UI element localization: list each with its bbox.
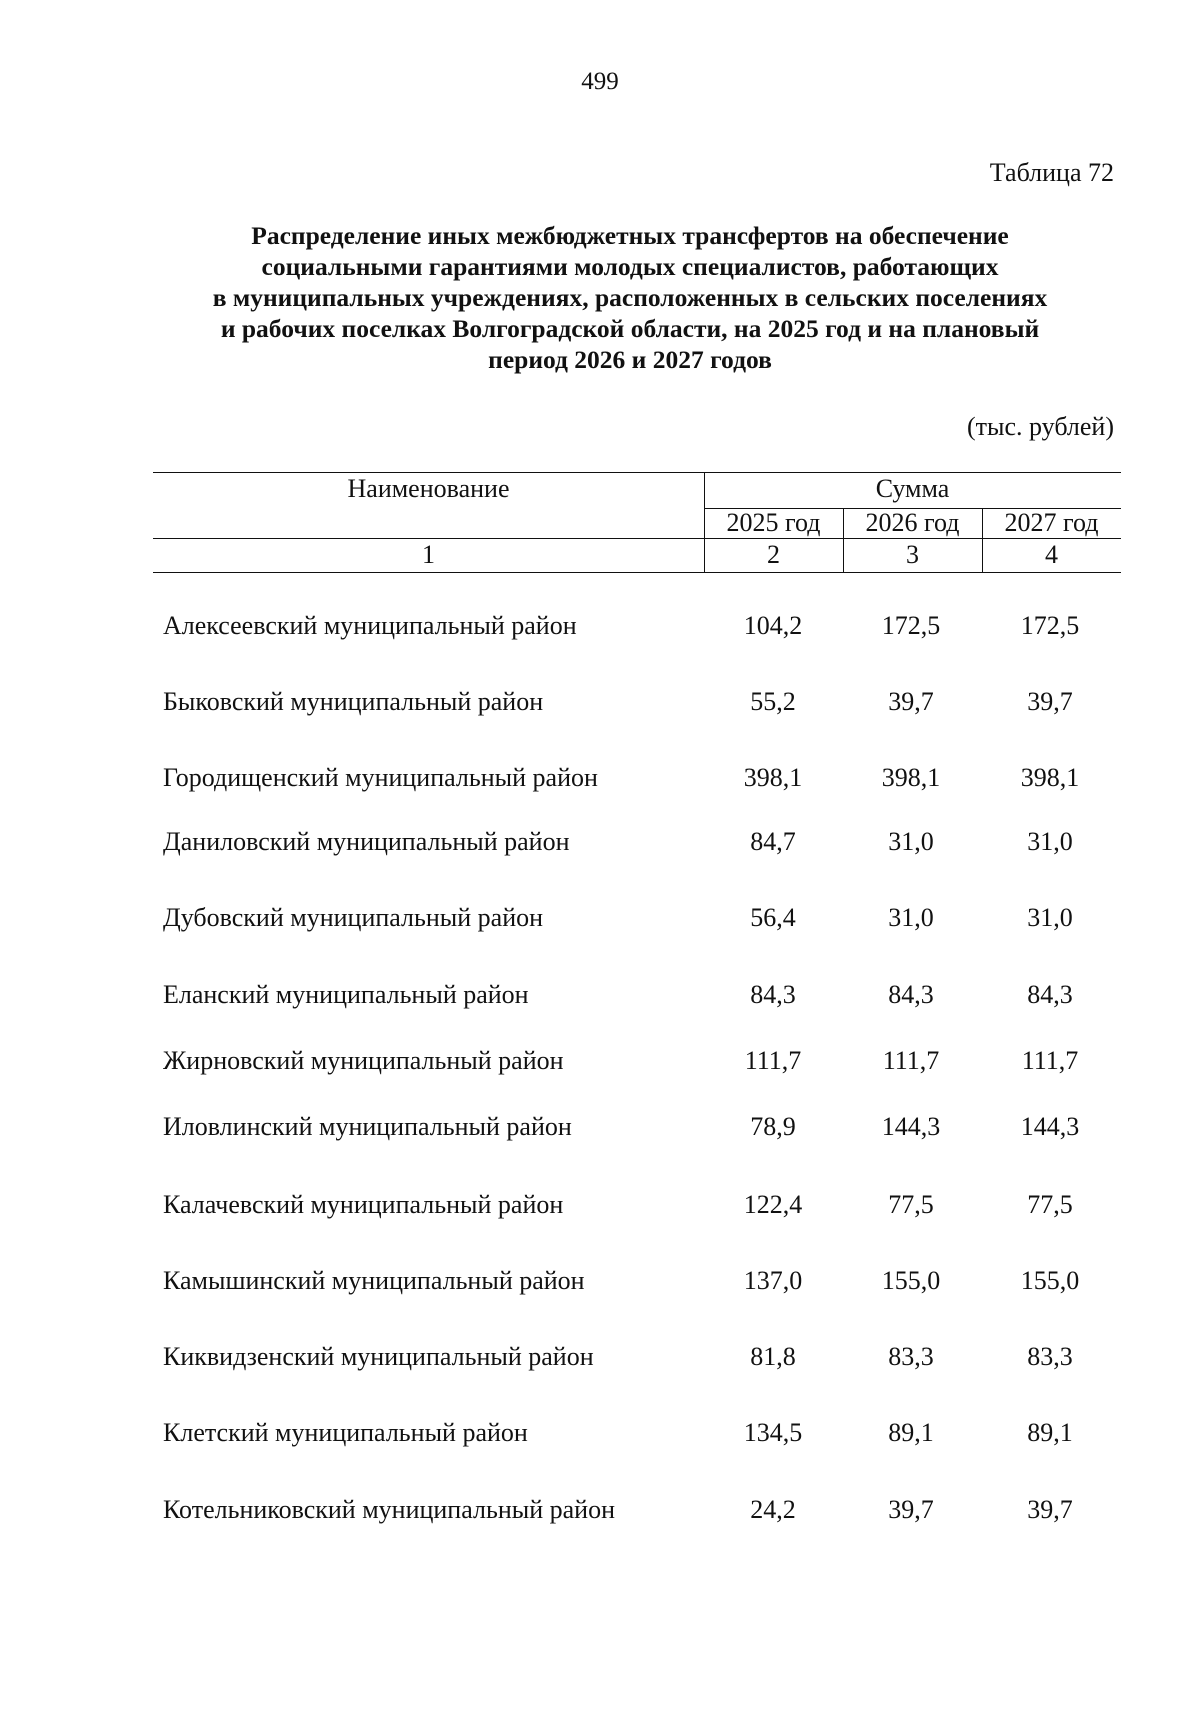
- table-header: [153, 470, 1121, 574]
- page-number: 499: [581, 68, 619, 95]
- row-value-2027: 111,7: [1021, 1046, 1079, 1075]
- row-value-2027: 84,3: [1027, 980, 1073, 1009]
- header-year-2025: 2025 год: [726, 508, 821, 537]
- row-value-2026: 89,1: [888, 1418, 934, 1447]
- title-line: в муниципальных учреждениях, расположенных в сельских поселениях: [212, 283, 1048, 312]
- row-name: Камышинский муниципальный район: [163, 1266, 585, 1295]
- row-value-2025: 84,7: [750, 827, 796, 856]
- col-numbers-top-rule: [153, 538, 1121, 539]
- table-row: [153, 1112, 1121, 1152]
- row-value-2026: 144,3: [881, 1112, 941, 1141]
- row-value-2027: 398,1: [1020, 763, 1080, 792]
- col-number-2: 2: [767, 540, 780, 569]
- header-sum: Сумма: [875, 474, 950, 503]
- row-value-2026: 398,1: [881, 763, 941, 792]
- row-value-2025: 111,7: [744, 1046, 802, 1075]
- row-value-2026: 84,3: [888, 980, 934, 1009]
- row-value-2026: 39,7: [888, 1495, 934, 1524]
- row-value-2027: 155,0: [1020, 1266, 1080, 1295]
- units-note: (тыс. рублей): [966, 412, 1114, 441]
- row-value-2025: 122,4: [743, 1190, 803, 1219]
- title-line: период 2026 и 2027 годов: [488, 345, 772, 374]
- row-value-2026: 111,7: [882, 1046, 940, 1075]
- table-label: Таблица 72: [989, 158, 1114, 187]
- table-row: [153, 980, 1121, 1020]
- table-row: [153, 903, 1121, 943]
- row-name: Быковский муниципальный район: [163, 687, 544, 716]
- row-value-2027: 144,3: [1020, 1112, 1080, 1141]
- table-title: [150, 220, 1110, 375]
- title-line: Распределение иных межбюджетных трансфертов на обеспечение: [251, 221, 1009, 250]
- table-row: [153, 1046, 1121, 1086]
- row-value-2025: 81,8: [750, 1342, 796, 1371]
- table-row: [153, 763, 1121, 803]
- table-row: [153, 1190, 1121, 1230]
- title-line: социальными гарантиями молодых специалистов, работающих: [261, 252, 999, 281]
- row-value-2027: 39,7: [1027, 1495, 1073, 1524]
- row-name: Киквидзенский муниципальный район: [163, 1342, 594, 1371]
- row-value-2027: 77,5: [1027, 1190, 1073, 1219]
- table-row: [153, 687, 1121, 727]
- row-value-2025: 55,2: [750, 687, 796, 716]
- col-number-1: 1: [422, 540, 435, 569]
- table-row: [153, 1266, 1121, 1306]
- row-value-2026: 83,3: [888, 1342, 934, 1371]
- row-name: Городищенский муниципальный район: [163, 763, 598, 792]
- row-name: Дубовский муниципальный район: [163, 903, 544, 932]
- table-row: [153, 1418, 1121, 1458]
- col-number-3: 3: [906, 540, 919, 569]
- row-name: Иловлинский муниципальный район: [163, 1112, 572, 1141]
- row-value-2025: 398,1: [743, 763, 803, 792]
- row-value-2025: 24,2: [750, 1495, 796, 1524]
- row-value-2026: 172,5: [881, 611, 941, 640]
- header-bottom-rule: [153, 572, 1121, 573]
- row-value-2026: 31,0: [888, 827, 934, 856]
- row-name: Жирновский муниципальный район: [163, 1046, 564, 1075]
- row-value-2025: 84,3: [750, 980, 796, 1009]
- row-name: Алексеевский муниципальный район: [163, 611, 577, 640]
- row-name: Котельниковский муниципальный район: [163, 1495, 615, 1524]
- row-name: Даниловский муниципальный район: [163, 827, 570, 856]
- row-name: Калачевский муниципальный район: [163, 1190, 564, 1219]
- row-value-2027: 31,0: [1027, 903, 1073, 932]
- header-top-rule: [153, 472, 1121, 473]
- header-year-2026: 2026 год: [865, 508, 960, 537]
- row-value-2025: 137,0: [743, 1266, 803, 1295]
- title-line: и рабочих поселках Волгоградской области, на 2025 год и на плановый: [220, 314, 1040, 343]
- table-row: [153, 827, 1121, 867]
- table-row: [153, 1495, 1121, 1535]
- row-value-2026: 31,0: [888, 903, 934, 932]
- row-value-2027: 172,5: [1020, 611, 1080, 640]
- row-name: Клетский муниципальный район: [163, 1418, 528, 1447]
- header-name: Наименование: [347, 474, 510, 503]
- row-value-2025: 56,4: [750, 903, 796, 932]
- table-row: [153, 1342, 1121, 1382]
- header-year-2027: 2027 год: [1004, 508, 1099, 537]
- row-value-2027: 39,7: [1027, 687, 1073, 716]
- row-value-2025: 134,5: [743, 1418, 803, 1447]
- row-value-2026: 155,0: [881, 1266, 941, 1295]
- row-name: Еланский муниципальный район: [163, 980, 529, 1009]
- col-number-4: 4: [1045, 540, 1058, 569]
- row-value-2025: 78,9: [750, 1112, 796, 1141]
- row-value-2027: 83,3: [1027, 1342, 1073, 1371]
- row-value-2026: 77,5: [888, 1190, 934, 1219]
- row-value-2025: 104,2: [743, 611, 803, 640]
- row-value-2027: 89,1: [1027, 1418, 1073, 1447]
- row-value-2026: 39,7: [888, 687, 934, 716]
- table-row: [153, 611, 1121, 651]
- row-value-2027: 31,0: [1027, 827, 1073, 856]
